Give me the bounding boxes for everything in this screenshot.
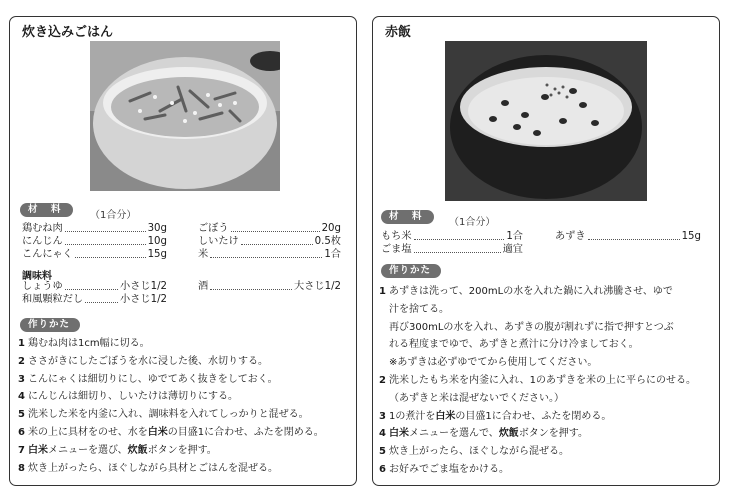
step: 2 ささがきにしたごぼうを水に浸した後、水切りする。: [18, 355, 268, 367]
step-note: ※あずきは必ずゆでてから使用してください。: [389, 357, 598, 369]
ingredient-row: もち米 1合: [381, 231, 523, 242]
ingredient-row: ごま塩 適宜: [381, 244, 523, 255]
step: 4 白米メニューを選んで、炊飯ボタンを押す。: [379, 428, 589, 440]
recipe-card-takikomi: [9, 16, 357, 486]
step: 1 あずきは洗って、200mLの水を入れた鍋に入れ沸騰させ、ゆで: [379, 286, 673, 297]
step: 2 洗米したもち米を内釜に入れ、1のあずきを米の上に平らにのせる。: [379, 374, 696, 386]
step: 5 炊き上がったら、ほぐしながら混ぜる。: [379, 446, 569, 458]
ingredient-row: 鶏むね肉 30g: [22, 223, 167, 234]
step: 1 鶏むね肉は1cm幅に切る。: [18, 338, 150, 349]
ingredients-label: 材 料: [381, 210, 434, 224]
serving-size: （1合分）: [449, 217, 496, 228]
step: 6 お好みでごま塩をかける。: [379, 463, 509, 475]
step: 5 洗米した米を内釜に入れ、調味料を入れてしっかりと混ぜる。: [18, 409, 309, 421]
step: 4 にんじんは細切り、しいたけは薄切りにする。: [18, 391, 238, 403]
method-steps: [379, 283, 715, 479]
step: 3 こんにゃくは細切りにし、ゆでてあく抜きをしておく。: [18, 373, 278, 385]
recipe-title: 炊き込みごはん: [22, 25, 114, 40]
step-note: （あずきと米は混ぜないでください。）: [389, 392, 564, 404]
seasoning-row: しょうゆ 小さじ1/2: [22, 281, 167, 292]
ingredients-label: 材 料: [20, 203, 73, 217]
recipe-photo: [90, 41, 280, 191]
ingredient-row: にんじん 10g: [22, 236, 167, 247]
ingredient-row: ごぼう 20g: [198, 223, 341, 234]
method-steps: [18, 335, 353, 477]
ingredient-row: 米 1合: [198, 249, 341, 260]
seasoning-label: 調味料: [22, 271, 52, 282]
recipe-title: 赤飯: [385, 25, 412, 40]
step-continuation: 汁を捨てる。: [389, 303, 449, 315]
step: 8 炊き上がったら、ほぐしながら具材とごはんを混ぜる。: [18, 462, 278, 474]
serving-size: （1合分）: [90, 210, 137, 221]
step: 6 米の上に具材をのせ、水を白米の目盛1に合わせ、ふたを閉める。: [18, 426, 324, 438]
step: 7 白米メニューを選び、炊飯ボタンを押す。: [18, 444, 217, 456]
ingredient-row: しいたけ 0.5枚: [198, 236, 341, 247]
method-label: 作りかた: [20, 318, 80, 332]
step-continuation: 再び300mLの水を入れ、あずきの腹が割れずに指で押すとつぶ: [389, 321, 674, 333]
step-continuation: れる程度までゆで、あずきと煮汁に分け冷ましておく。: [389, 339, 639, 351]
step: 3 1の煮汁を白米の目盛1に合わせ、ふたを閉める。: [379, 410, 612, 422]
recipe-photo: [445, 41, 647, 201]
seasoning-row: 酒 大さじ1/2: [198, 281, 341, 292]
seasoning-row: 和風顆粒だし 小さじ1/2: [22, 294, 167, 305]
method-label: 作りかた: [381, 264, 441, 278]
ingredient-row: あずき 15g: [555, 231, 701, 242]
recipe-card-sekihan: [372, 16, 720, 486]
ingredient-row: こんにゃく 15g: [22, 249, 167, 260]
